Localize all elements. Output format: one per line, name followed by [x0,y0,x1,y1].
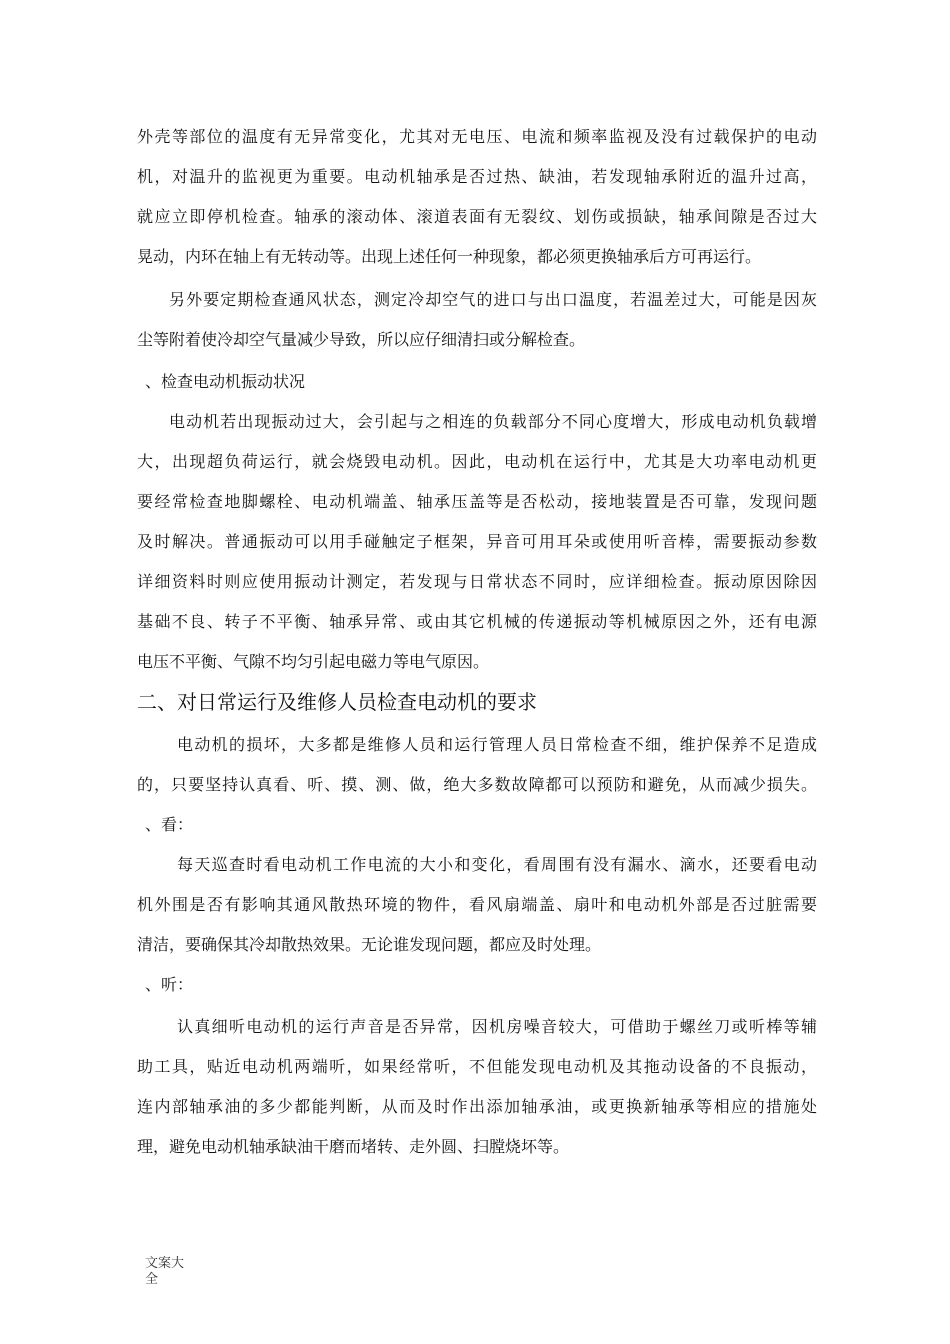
body-text-line: 晃动，内环在轴上有无转动等。出现上述任何一种现象，都必须更换轴承后方可再运行。 [137,247,762,266]
body-text-line: 另外要定期检查通风状态，测定冷却空气的进口与出口温度，若温差过大，可能是因灰 [169,290,817,309]
body-text-line: 电动机的损坏，大多都是维修人员和运行管理人员日常检查不细，维护保养不足造成 [177,735,817,754]
body-text-line: 电动机若出现振动过大，会引起与之相连的负载部分不同心度增大，形成电动机负载增 [169,412,817,431]
body-text-line: 认真细听电动机的运行声音是否异常，因机房噪音较大，可借助于螺丝刀或听棒等辅 [177,1017,817,1036]
body-text-line: 外壳等部位的温度有无异常变化，尤其对无电压、电流和频率监视及没有过载保护的电动 [137,127,817,146]
body-text-line: 尘等附着使冷却空气量减少导致，所以应仔细清扫或分解检查。 [137,330,586,349]
footer-text-line: 全 [145,1272,159,1287]
section-subheading: 、看： [145,815,194,834]
body-text-line: 详细资料时则应使用振动计测定，若发现与日常状态不同时，应详细检查。振动原因除因 [137,572,817,591]
body-text-line: 及时解决。普通振动可以用手碰触定子框架，异音可用耳朵或使用听音棒，需要振动参数 [137,532,817,551]
section-subheading: 、检查电动机振动状况 [145,372,306,391]
body-text-line: 就应立即停机检查。轴承的滚动体、滚道表面有无裂纹、划伤或损缺，轴承间隙是否过大 [137,207,817,226]
body-text-line: 要经常检查地脚螺栓、电动机端盖、轴承压盖等是否松动，接地装置是否可靠，发现问题 [137,492,817,511]
body-text-line: 理，避免电动机轴承缺油干磨而堵转、走外圆、扫膛烧坏等。 [137,1137,570,1156]
body-text-line: 连内部轴承油的多少都能判断，从而及时作出添加轴承油，或更换新轴承等相应的措施处 [137,1097,817,1116]
body-text-line: 大，出现超负荷运行，就会烧毁电动机。因此，电动机在运行中，尤其是大功率电动机更 [137,452,817,471]
section-heading: 二、对日常运行及维修人员检查电动机的要求 [137,690,537,714]
section-subheading: 、听： [145,975,194,994]
body-text-line: 每天巡查时看电动机工作电流的大小和变化，看周围有没有漏水、滴水，还要看电动 [177,855,817,874]
body-text-line: 清洁，要确保其冷却散热效果。无论谁发现问题，都应及时处理。 [137,935,602,954]
body-text-line: 基础不良、转子不平衡、轴承异常、或由其它机械的传递振动等机械原因之外，还有电源 [137,612,817,631]
body-text-line: 机，对温升的监视更为重要。电动机轴承是否过热、缺油，若发现轴承附近的温升过高， [137,167,817,186]
body-text-line: 电压不平衡、气隙不均匀引起电磁力等电气原因。 [137,652,490,671]
footer-text-line: 文案大 [145,1256,185,1271]
body-text-line: 机外围是否有影响其通风散热环境的物件，看风扇端盖、扇叶和电动机外部是否过脏需要 [137,895,817,914]
body-text-line: 的，只要坚持认真看、听、摸、测、做，绝大多数故障都可以预防和避免，从而减少损失。 [137,775,817,794]
body-text-line: 助工具，贴近电动机两端听，如果经常听，不但能发现电动机及其拖动设备的不良振动， [137,1057,817,1076]
